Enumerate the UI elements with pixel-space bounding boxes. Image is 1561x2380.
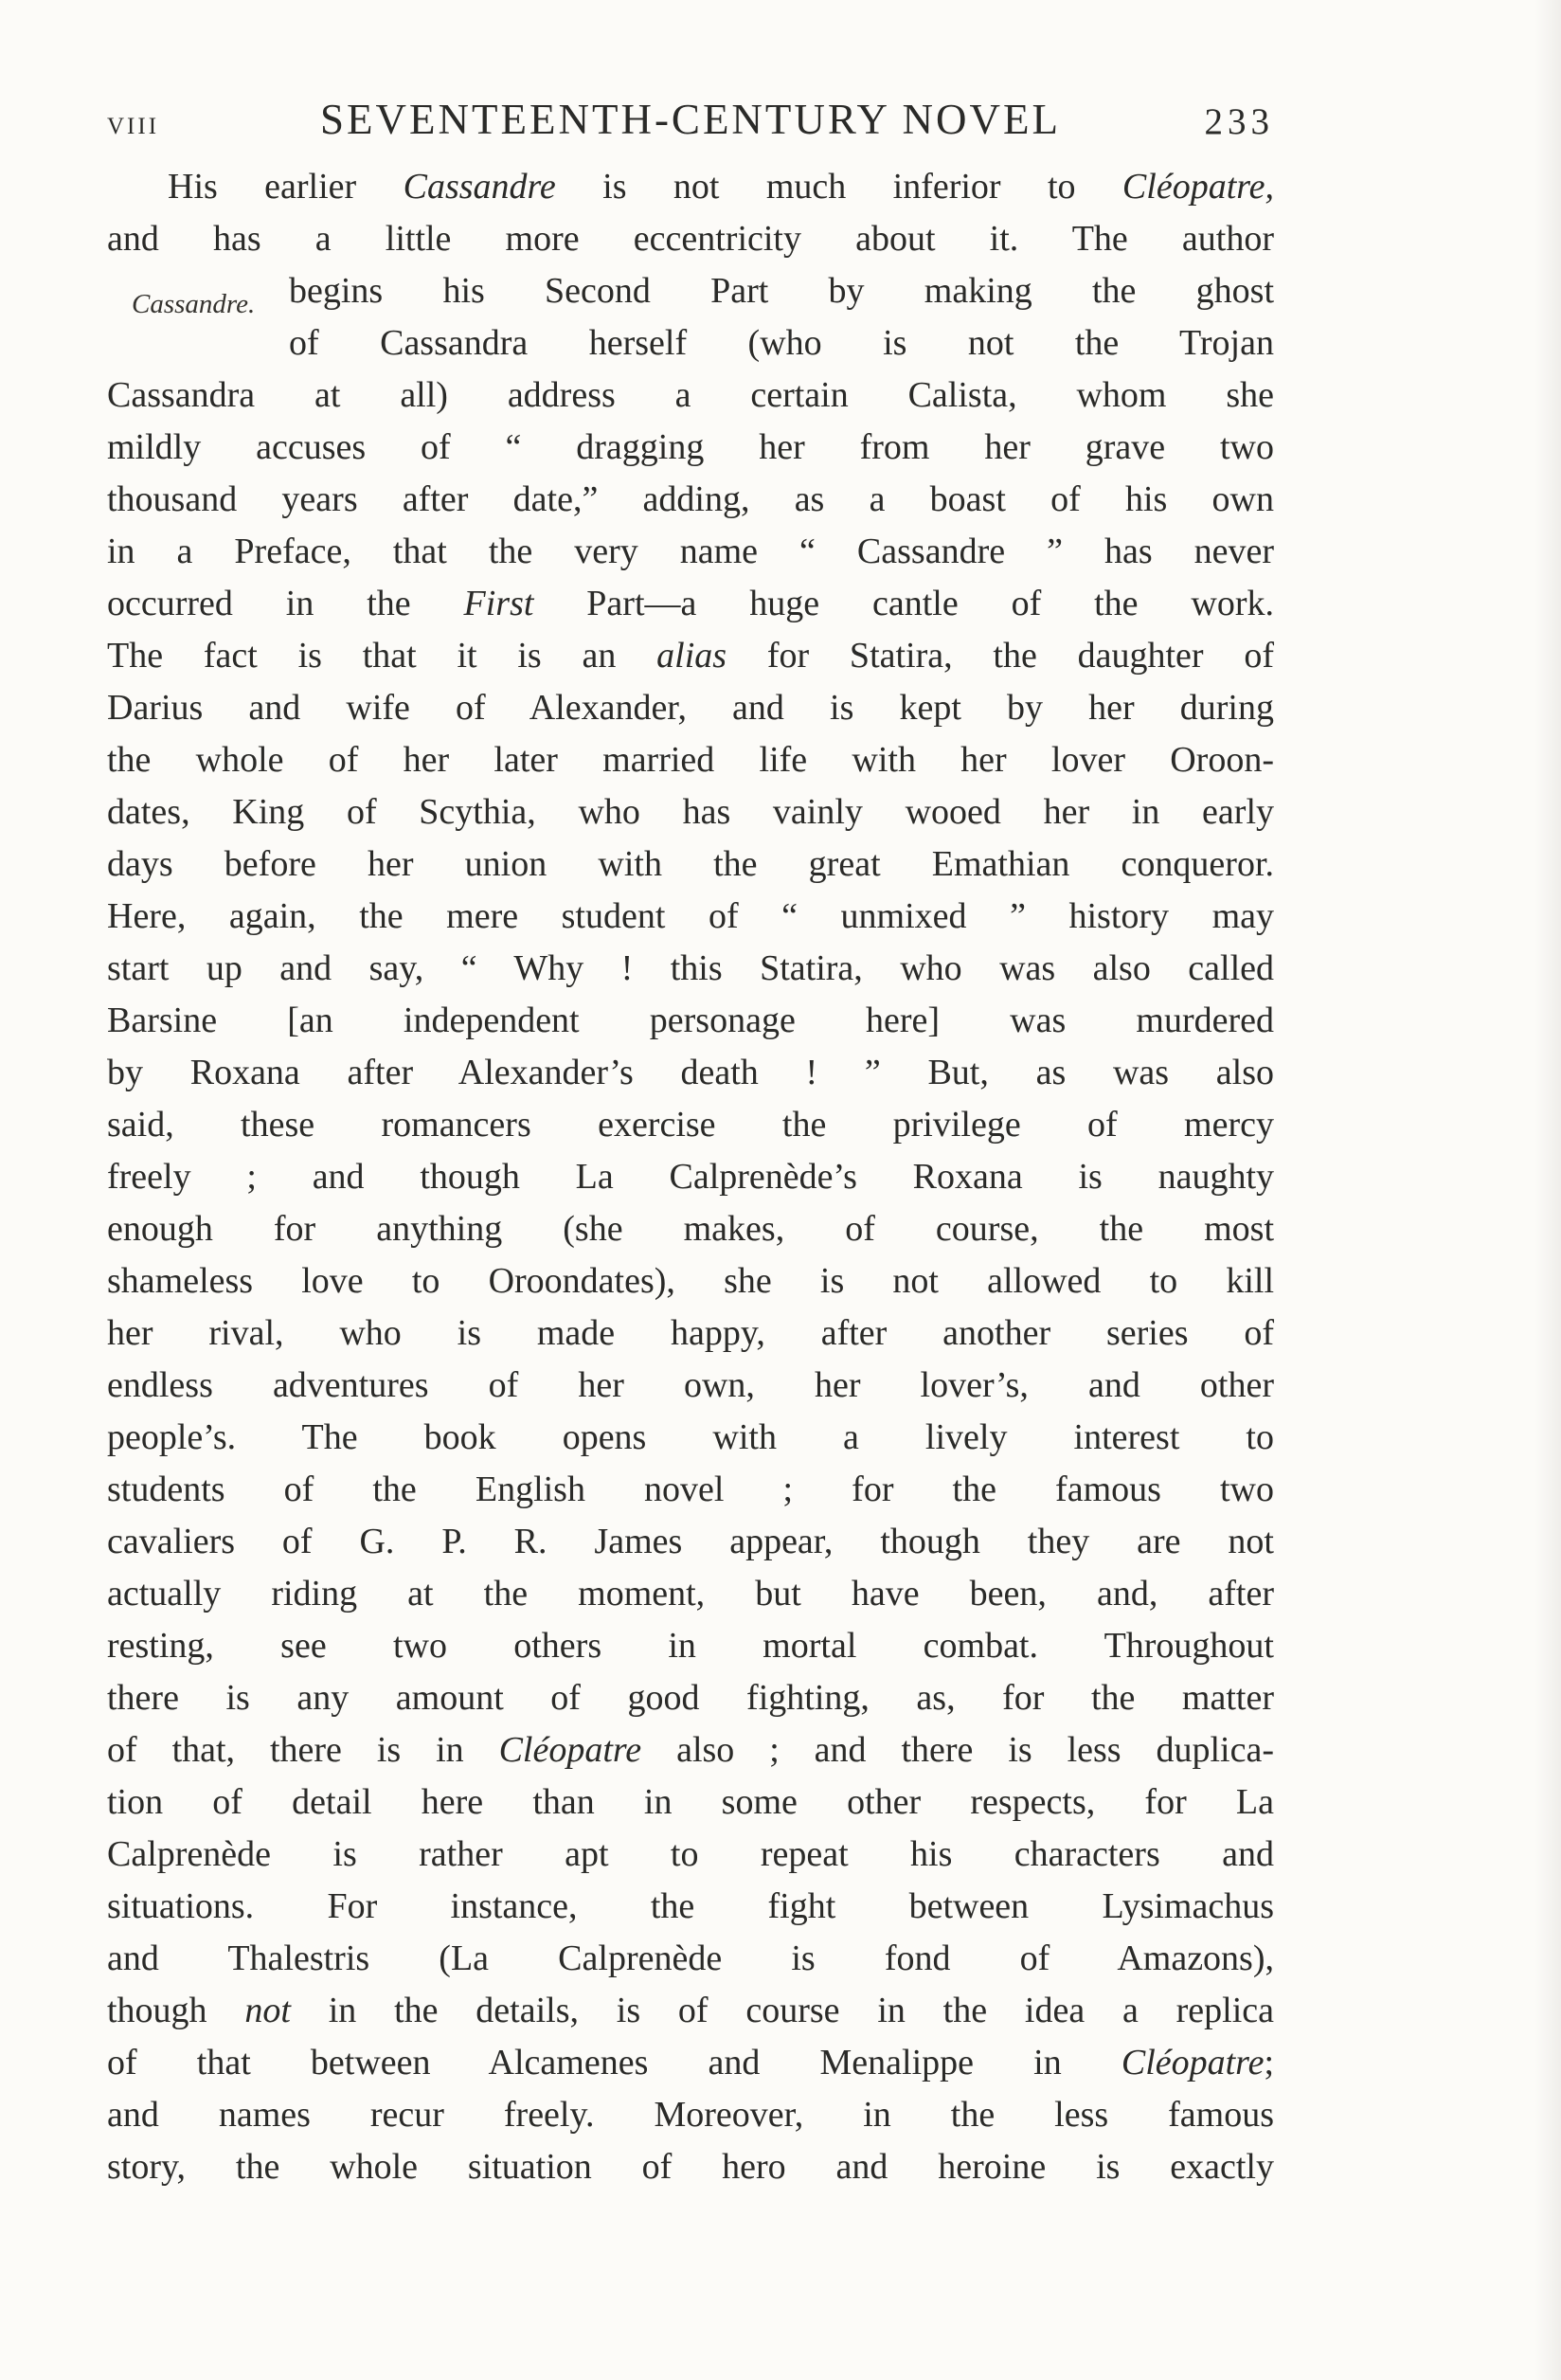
text-run: dates, King of Scythia, who has vainly wooed her in early [107,792,1274,832]
text-line [107,161,1274,213]
text-run: freely ; and though La Calprenède’s Roxana is naughty [107,1157,1274,1197]
text-line [107,317,1274,370]
text-line [107,1151,1274,1203]
text-line [107,943,1274,995]
italic-text: Cléopatre, [1121,167,1274,207]
text-line [107,734,1274,786]
text-run: and Thalestris (La Calprenède is fond of Amazons), [107,1938,1274,1978]
text-run: begins his Second Part by making the ghost [289,271,1274,311]
text-run: there is any amount of good fighting, as, for the matter [107,1678,1274,1718]
text-run: ; [1264,2043,1274,2082]
text-run: in the details, is of course in the idea a replica [290,1991,1274,2030]
text-line [107,213,1274,265]
text-line [107,1829,1274,1881]
text-run: in a Preface, that the very name “ Cassandre ” has never [107,532,1274,571]
text-line [107,786,1274,838]
text-run: the whole of her later married life with her lover Oroon- [107,740,1274,780]
text-line [107,1047,1274,1099]
text-line [107,422,1274,474]
text-run: of Cassandra herself (who is not the Trojan [289,323,1274,363]
text-line [107,370,1274,422]
page-header [107,95,1274,144]
text-run: though [107,1991,245,2030]
text-line [107,474,1274,526]
text-run: people’s. The book opens with a lively interest to [107,1417,1274,1457]
text-run: His earlier [168,167,404,207]
text-line [107,891,1274,943]
italic-text: Cassandre [403,167,556,207]
text-line [107,838,1274,891]
text-run: story, the whole situation of hero and heroine is exactly [107,2147,1274,2187]
text-run: of that between Alcamenes and Menalippe in [107,2043,1121,2082]
text-line [107,1360,1274,1412]
text-line [107,1099,1274,1151]
text-run: Part—a huge cantle of the work. [533,584,1274,623]
italic-text: alias [656,636,727,676]
text-run: Here, again, the mere student of “ unmixed ” history may [107,896,1274,936]
text-line [107,1776,1274,1829]
text-line [107,1672,1274,1724]
text-run: her rival, who is made happy, after another series of [107,1313,1274,1353]
text-line [107,1412,1274,1464]
text-run: by Roxana after Alexander’s death ! ” But, as was also [107,1053,1274,1092]
margin-note: Cassandre. [132,289,256,319]
text-run: mildly accuses of “ dragging her from her grave two [107,427,1274,467]
chapter-numeral: VIII [107,114,160,139]
text-line [107,1255,1274,1307]
text-run: start up and say, “ Why ! this Statira, who was also called [107,948,1274,988]
text-line [107,1307,1274,1360]
text-run: situations. For instance, the fight between Lysimachus [107,1886,1274,1926]
text-line [107,1724,1274,1776]
text-line [107,265,1274,317]
body-text [107,161,1274,2193]
italic-text: First [463,584,534,623]
text-run: endless adventures of her own, her lover’s, and other [107,1365,1274,1405]
text-line [107,1620,1274,1672]
text-line [107,995,1274,1047]
page-number: 233 [1204,101,1274,142]
italic-text: not [244,1991,291,2030]
text-run: of that, there is in [107,1730,499,1770]
text-run: Barsine [an independent personage here] was murdered [107,1001,1274,1040]
text-run: and names recur freely. Moreover, in the less famous [107,2095,1274,2135]
text-run: also ; and there is less duplica- [641,1730,1275,1770]
text-run: shameless love to Oroondates), she is not allowed to kill [107,1261,1274,1301]
text-run: said, these romancers exercise the privilege of mercy [107,1105,1274,1145]
text-line [107,1203,1274,1255]
text-line [107,2037,1274,2089]
running-title: SEVENTEENTH-CENTURY NOVEL [320,96,1061,143]
text-run: and has a little more eccentricity about it. The author [107,219,1274,259]
text-line [107,2089,1274,2141]
text-run: for Statira, the daughter of [727,636,1274,676]
text-run: Calprenède is rather apt to repeat his characters and [107,1834,1274,1874]
text-run: occurred in the [107,584,464,623]
text-run: Darius and wife of Alexander, and is kept by her during [107,688,1274,728]
text-line [107,578,1274,630]
text-line [107,1881,1274,1933]
text-line [107,1516,1274,1568]
text-run: students of the English novel ; for the famous two [107,1469,1274,1509]
text-line [107,526,1274,578]
italic-text: Cléopatre [1121,2043,1265,2082]
text-run: thousand years after date,” adding, as a boast of his own [107,479,1274,519]
text-line [107,630,1274,682]
text-block [107,95,1274,2193]
text-run: days before her union with the great Emathian conqueror. [107,844,1274,884]
text-line [107,1568,1274,1620]
text-run: actually riding at the moment, but have been, and, after [107,1574,1274,1614]
text-line [107,1985,1274,2037]
text-line [107,682,1274,734]
italic-text: Cléopatre [498,1730,642,1770]
paragraph [107,161,1274,2193]
text-run: Cassandra at all) address a certain Calista, whom she [107,375,1274,415]
text-run: enough for anything (she makes, of course, the most [107,1209,1274,1249]
text-line [107,1933,1274,1985]
text-line [107,2141,1274,2193]
text-run: The fact is that it is an [107,636,657,676]
text-run: cavaliers of G. P. R. James appear, though they are not [107,1522,1274,1561]
text-run: tion of detail here than in some other respects, for La [107,1782,1274,1822]
text-line [107,1464,1274,1516]
text-run: resting, see two others in mortal combat. Throughout [107,1626,1274,1666]
text-run: is not much inferior to [555,167,1122,207]
